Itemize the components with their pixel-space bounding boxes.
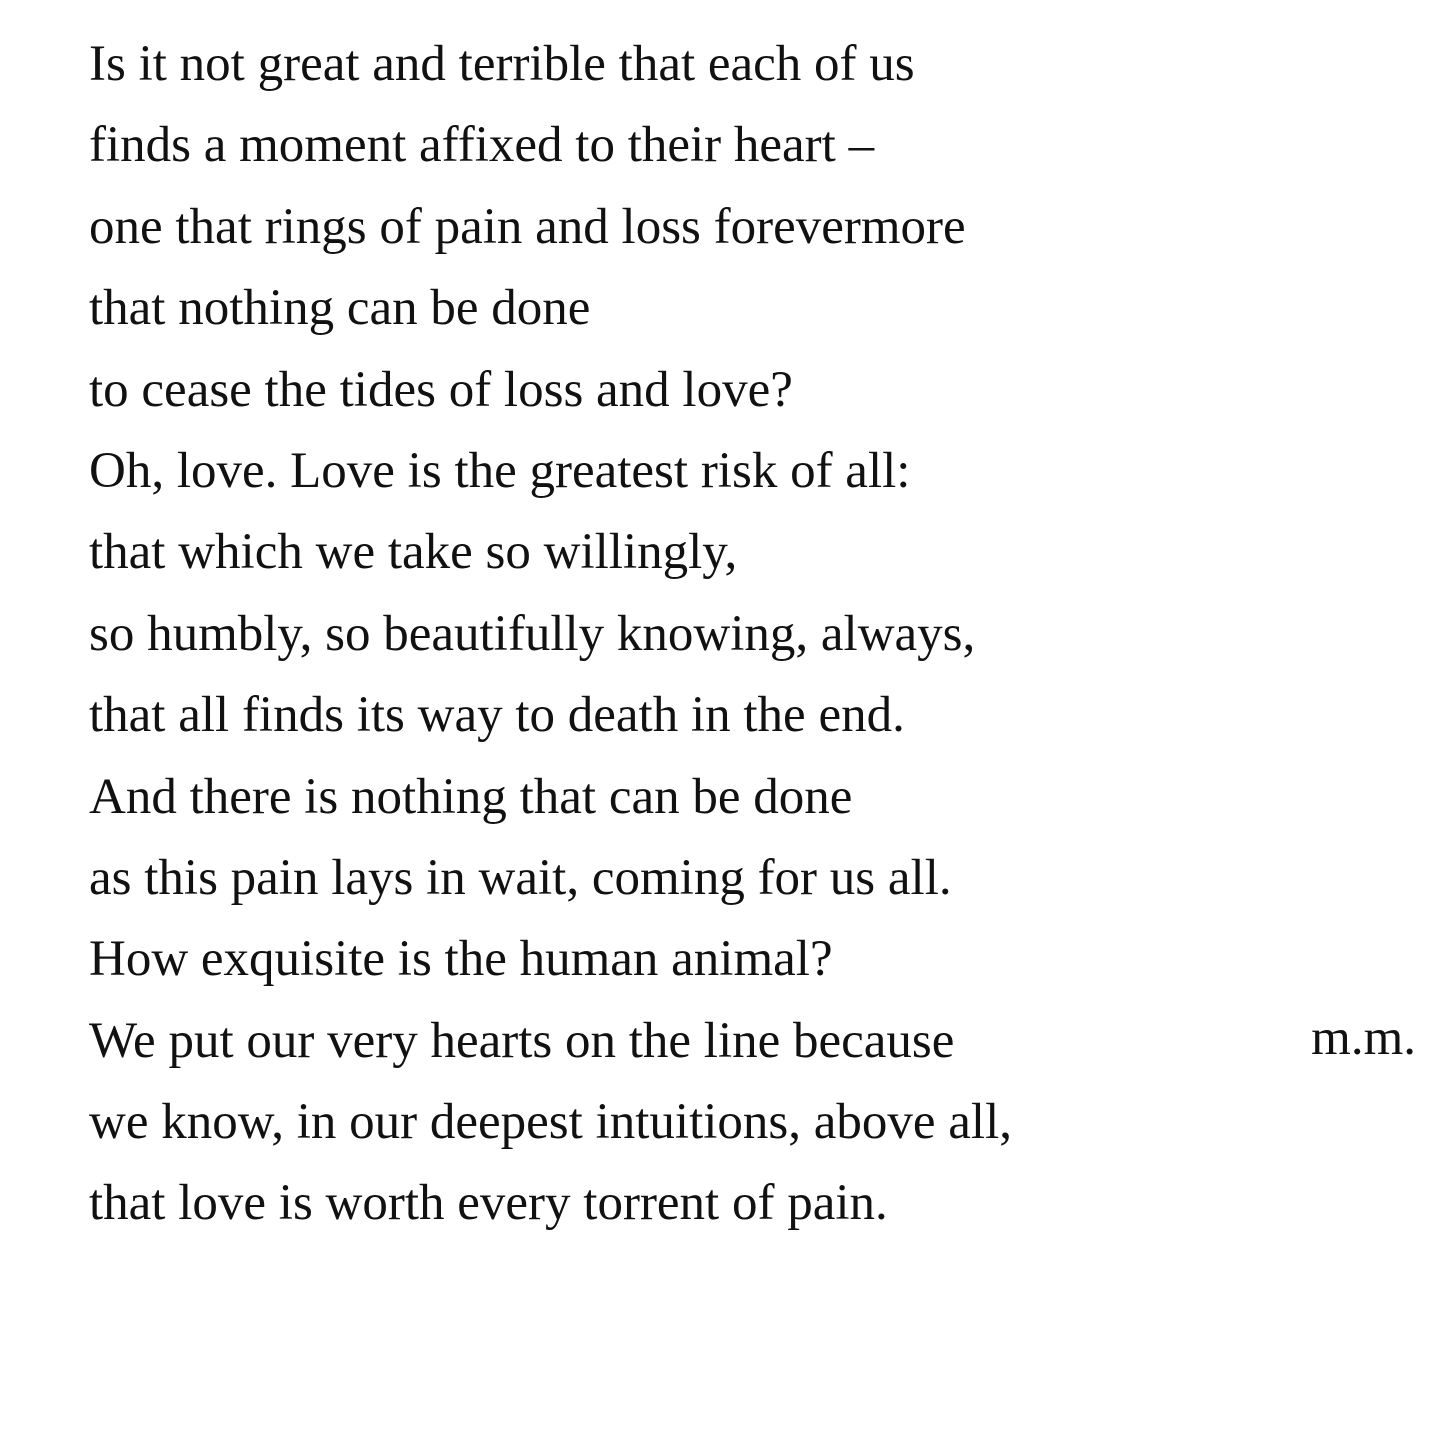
poem-line: that love is worth every torrent of pain.: [89, 1175, 888, 1232]
poem-line: Is it not great and terrible that each of us: [89, 36, 915, 92]
poem-line: to cease the tides of loss and love?: [89, 361, 793, 418]
poem-line: We put our very hearts on the line because: [89, 1012, 955, 1069]
poem-line: Oh, love. Love is the greatest risk of all:: [89, 442, 911, 499]
poem-line: finds a moment affixed to their heart –: [89, 117, 875, 174]
poem-line: And there is nothing that can be done: [89, 768, 853, 825]
poem-line: that nothing can be done: [89, 280, 591, 337]
poem-line: that all finds its way to death in the end.: [89, 687, 905, 744]
poem-line: as this pain lays in wait, coming for us all.: [89, 849, 952, 906]
poem-text: [89, 24, 1012, 1245]
poem-line: How exquisite is the human animal?: [89, 931, 833, 988]
poem-line: we know, in our deepest intuitions, above all,: [89, 1094, 1013, 1151]
poem-line: that which we take so willingly,: [89, 524, 738, 581]
poem-line: one that rings of pain and loss forevermore: [89, 198, 966, 255]
author-signature: m.m.: [1311, 1010, 1416, 1066]
poem-line: so humbly, so beautifully knowing, always,: [89, 605, 976, 662]
